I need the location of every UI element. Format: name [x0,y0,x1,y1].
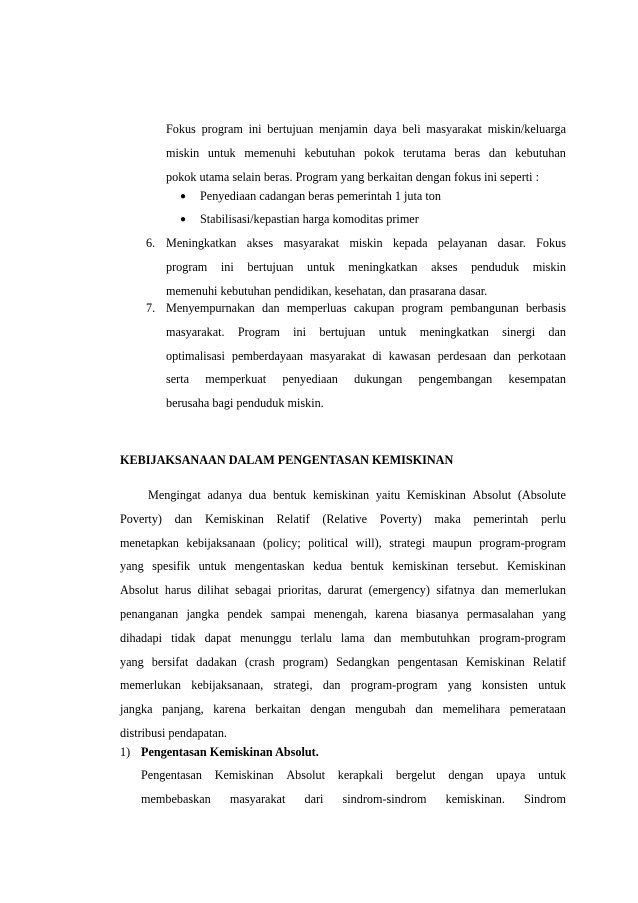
text-line: program ini bertujuan untuk meningkatkan akses penduduk miskin [166,259,566,274]
text-line: memenuhi kebutuhan pendidikan, kesehatan, dan prasarana dasar. [166,283,488,298]
section-heading: KEBIJAKSANAAN DALAM PENGENTASAN KEMISKINAN [120,453,454,467]
text-line: penanganan jangka pendek sampai menengah, karena biasanya permasalahan yang [120,606,566,621]
bullet-text: Stabilisasi/kepastian harga komoditas primer [200,212,419,226]
bullet-icon: ● [180,191,187,202]
text-line: serta memperkuat penyediaan dukungan pengembangan kesempatan [166,372,566,387]
text-line: masyarakat. Program ini bertujuan untuk meningkatkan sinergi dan [166,324,566,339]
text-line: pokok utama selain beras. Program yang berkaitan dengan fokus ini seperti : [166,169,539,184]
text-line: menetapkan kebijaksanaan (policy; political will), strategi maupun program-program [120,535,566,550]
subsection-number: 1) [120,745,131,759]
text-line: Menyempurnakan dan memperluas cakupan program pembangunan berbasis [166,301,566,315]
text-line: distribusi pendapatan. [120,725,227,740]
text-line: Mengingat adanya dua bentuk kemiskinan yaitu Kemiskinan Absolut (Absolute [148,488,566,502]
subsection-paragraph [141,764,566,812]
text-line: miskin untuk memenuhi kebutuhan pokok terutama beras dan kebutuhan [166,145,566,160]
list-number: 7. [146,301,156,315]
list-number: 6. [146,236,156,250]
text-line: yang bersifat dadakan (crash program) Sedangkan pengentasan Kemiskinan Relatif [120,654,566,669]
text-line: optimalisasi pemberdayaan masyarakat di kawasan perdesaan dan perkotaan [166,348,566,363]
text-line: jangka panjang, karena berkaitan dengan mengubah dan memelihara pemerataan [120,702,566,717]
subsection-title: Pengentasan Kemiskinan Absolut. [141,745,319,759]
list-item-paragraph [166,232,566,303]
bullet-text: Penyediaan cadangan beras pemerintah 1 juta ton [200,189,441,203]
text-line: Fokus program ini bertujuan menjamin daya beli masyarakat miskin/keluarga [166,122,566,136]
text-line: Pengentasan Kemiskinan Absolut kerapkali bergelut dengan upaya untuk [141,768,566,782]
text-line: yang spesifik untuk mengentaskan kedua bentuk kemiskinan tersebut. Kemiskinan [120,559,566,574]
body-paragraph [120,484,566,746]
list-item-paragraph [166,297,566,416]
intro-paragraph [166,118,566,189]
bullet-icon: ● [180,214,187,225]
text-line: berusaha bagi penduduk miskin. [166,396,324,411]
text-line: membebaskan masyarakat dari sindrom-sindrom kemiskinan. Sindrom [141,791,566,806]
text-line: Poverty) dan Kemiskinan Relatif (Relative Poverty) maka pemerintah perlu [120,511,566,526]
text-line: dihadapi tidak dapat menunggu terlalu lama dan membutuhkan program-program [120,630,566,645]
text-line: memerlukan kebijaksanaan, strategi, dan program-program yang konsisten untuk [120,678,566,693]
text-line: Meningkatkan akses masyarakat miskin kepada pelayanan dasar. Fokus [166,236,566,250]
text-line: Absolut harus dilihat sebagai prioritas, darurat (emergency) sifatnya dan memerlukan [120,583,566,598]
